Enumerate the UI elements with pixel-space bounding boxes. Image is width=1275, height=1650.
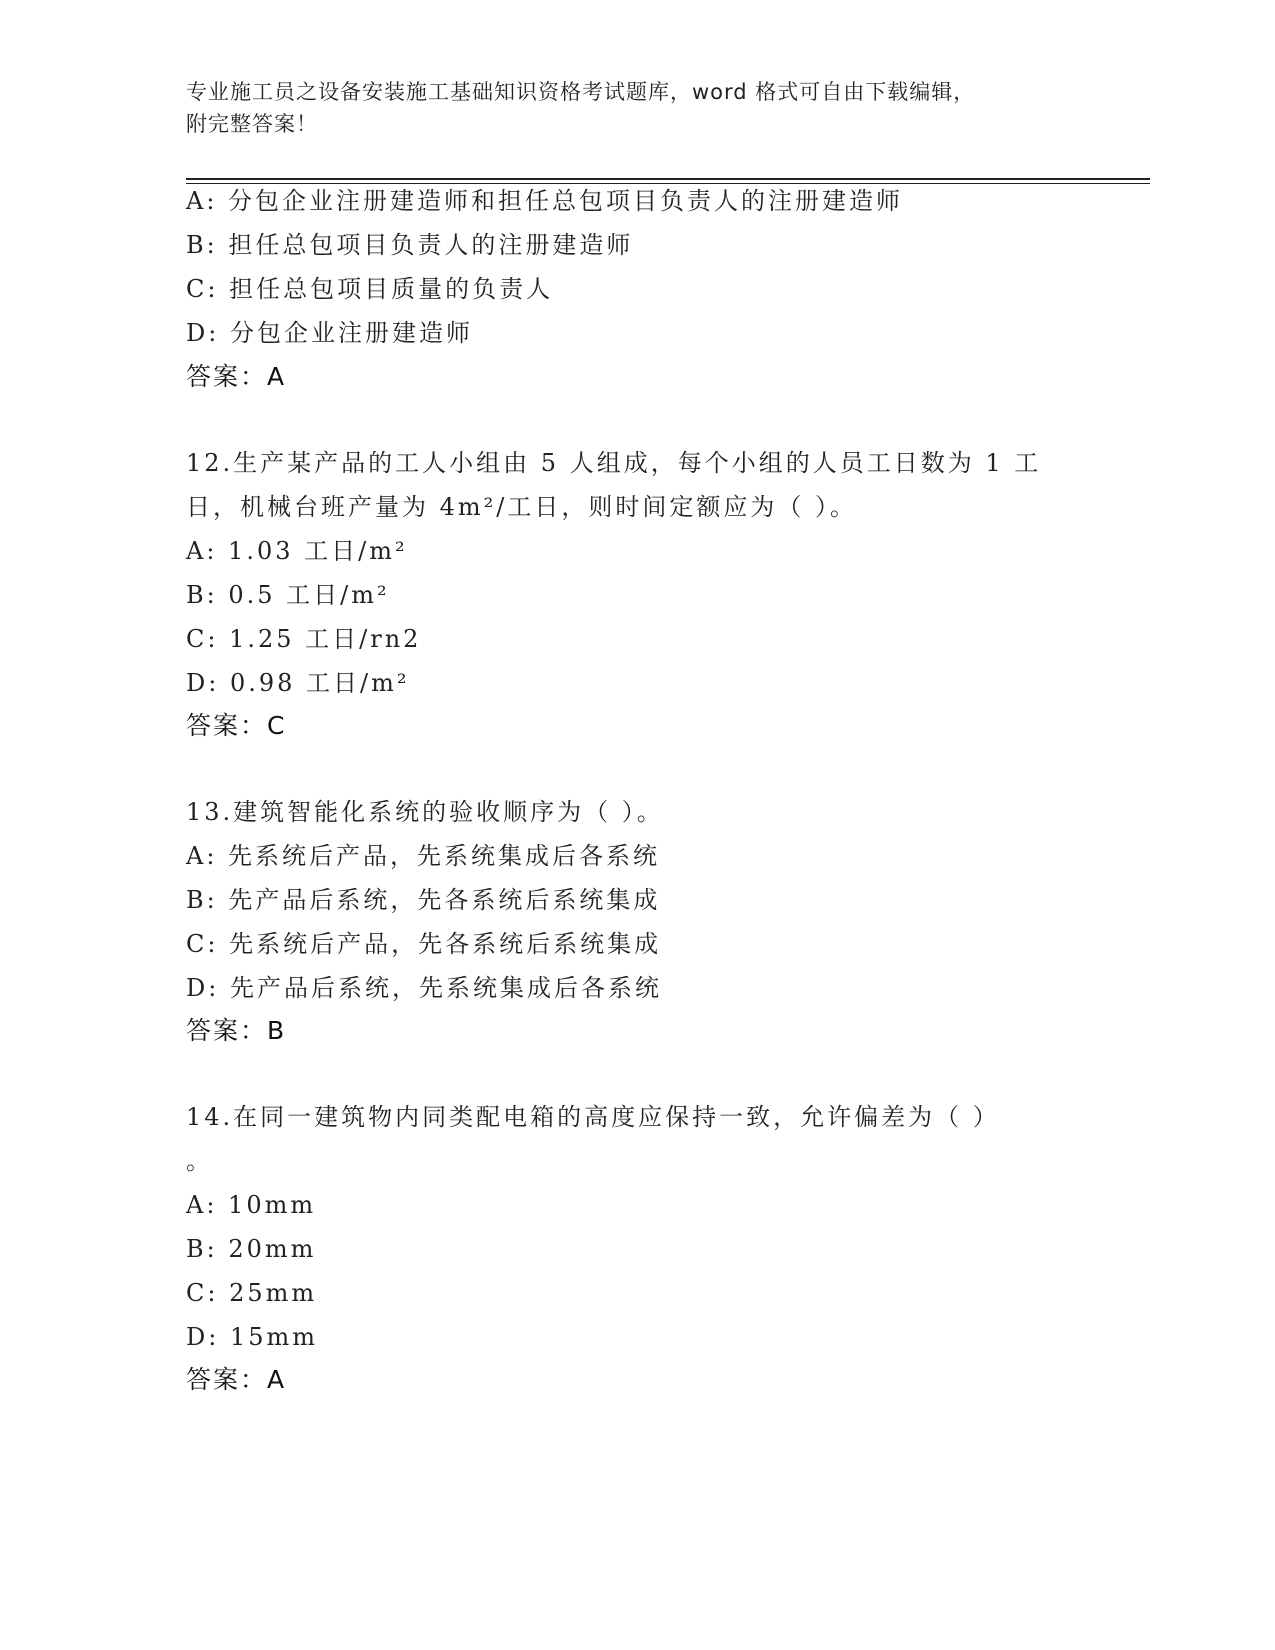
q14-option-b: B: 20mm: [186, 1235, 317, 1263]
q11-answer: 答案：A: [186, 362, 287, 391]
q12-option-c: C: 1.25 工日/rn2: [186, 625, 422, 653]
q13-option-b: B: 先产品后系统，先各系统后系统集成: [186, 886, 661, 914]
q14-option-a: A: 10mm: [186, 1191, 317, 1219]
document-header: [186, 76, 1086, 140]
q11-option-a: A: 分包企业注册建造师和担任总包项目负责人的注册建造师: [186, 187, 904, 215]
q13-answer: 答案：B: [186, 1016, 287, 1045]
q12-answer: 答案：C: [186, 711, 287, 740]
q13-option-d: D: 先产品后系统，先系统集成后各系统: [186, 974, 662, 1002]
q12-option-d: D: 0.98 工日/m²: [186, 669, 410, 697]
q13-option-c: C: 先系统后产品，先各系统后系统集成: [186, 930, 662, 958]
header-divider-top: [186, 178, 1150, 180]
q12-option-a: A: 1.03 工日/m²: [186, 537, 408, 565]
q14-stem-line-1: 14.在同一建筑物内同类配电箱的高度应保持一致，允许偏差为（ ）: [186, 1103, 1000, 1131]
q13-stem-line-1: 13.建筑智能化系统的验收顺序为（ ）。: [186, 798, 664, 826]
q13-option-a: A: 先系统后产品，先系统集成后各系统: [186, 842, 661, 870]
header-line-1: 专业施工员之设备安装施工基础知识资格考试题库，word 格式可自由下载编辑，: [186, 80, 976, 104]
q11-option-d: D: 分包企业注册建造师: [186, 319, 473, 347]
q14-option-c: C: 25mm: [186, 1279, 318, 1307]
header-line-2: 附完整答案！: [186, 112, 318, 136]
q11-option-b: B: 担任总包项目负责人的注册建造师: [186, 231, 634, 259]
header-divider-bottom: [186, 183, 1150, 184]
q14-stem-line-2: 。: [186, 1147, 213, 1175]
q12-option-b: B: 0.5 工日/m²: [186, 581, 390, 609]
q12-stem-line-1: 12.生产某产品的工人小组由 5 人组成，每个小组的人员工日数为 1 工: [186, 449, 1042, 477]
q12-stem-line-2: 日，机械台班产量为 4m²/工日，则时间定额应为（ ）。: [186, 493, 857, 521]
q14-option-d: D: 15mm: [186, 1323, 319, 1351]
q11-option-c: C: 担任总包项目质量的负责人: [186, 275, 554, 303]
q14-answer: 答案：A: [186, 1365, 287, 1394]
